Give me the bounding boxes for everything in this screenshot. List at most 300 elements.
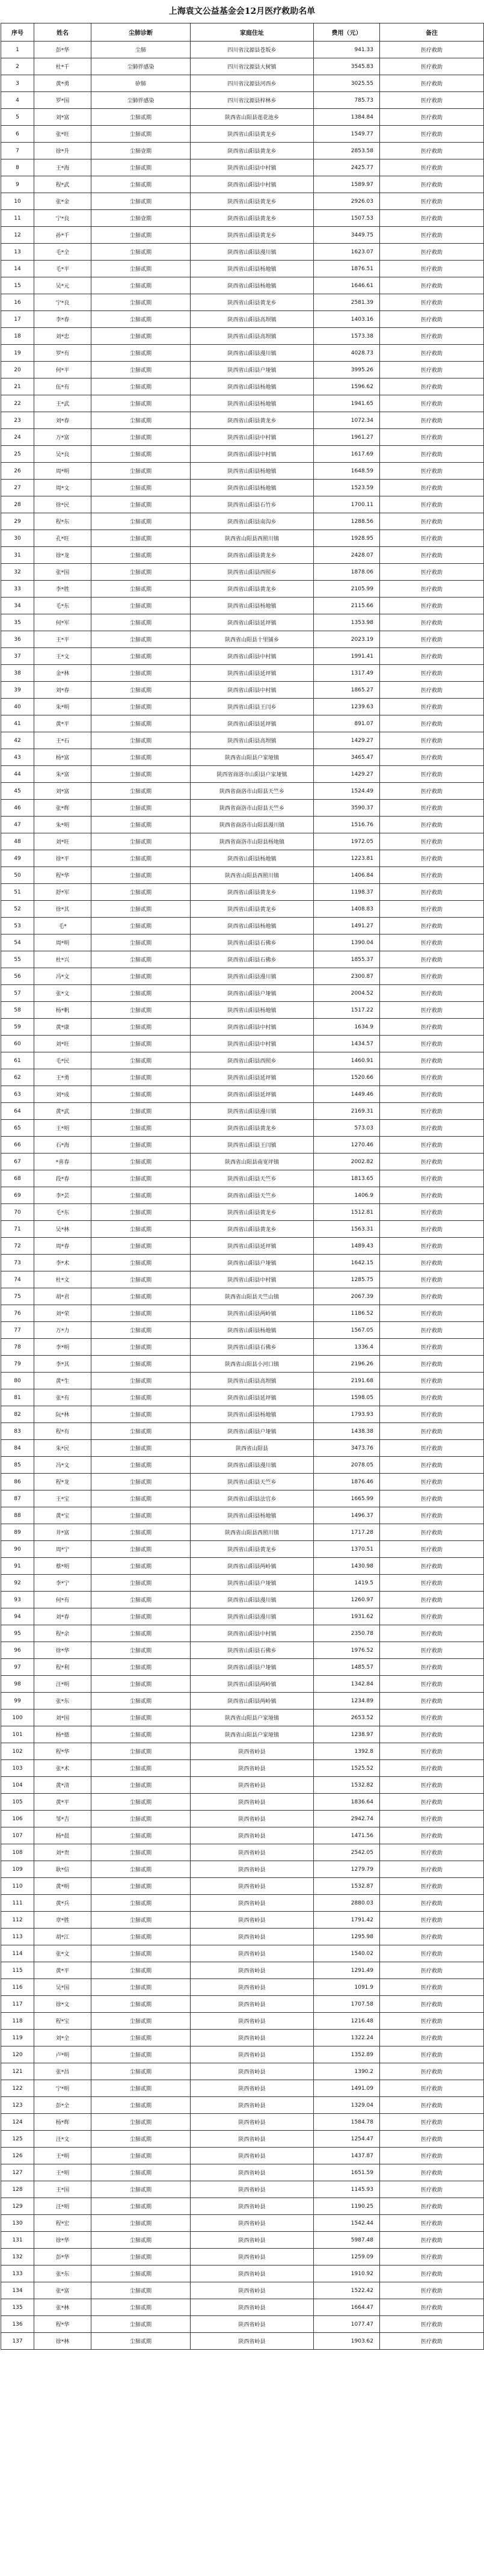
cell-diagnosis: 尘肺贰期 xyxy=(91,1929,191,1945)
cell-diagnosis: 尘肺贰期 xyxy=(91,1507,191,1524)
cell-remark: 医疗救助 xyxy=(380,1187,484,1204)
cell-remark: 医疗救助 xyxy=(380,143,484,159)
cell-name: 徐*升 xyxy=(34,143,91,159)
cell-remark: 医疗救助 xyxy=(380,1878,484,1895)
cell-name: 蔡*明 xyxy=(34,1558,91,1575)
cell-diagnosis: 尘肺贰期 xyxy=(91,1827,191,1844)
cell-name: 邹*吉 xyxy=(34,1811,91,1827)
cell-index: 64 xyxy=(1,1103,34,1120)
cell-name: 毛*东 xyxy=(34,598,91,614)
cell-address: 陕西省山阳县杨地镇 xyxy=(191,850,314,867)
cell-name: 冯*文 xyxy=(34,1457,91,1474)
cell-name: 张*东 xyxy=(34,1693,91,1710)
cell-address: 陕西省岭县 xyxy=(191,2148,314,2164)
table-row xyxy=(1,496,484,513)
cell-address: 陕西省岭县 xyxy=(191,1827,314,1844)
cell-address: 陕西省山阳县中村镇 xyxy=(191,1271,314,1288)
cell-index: 99 xyxy=(1,1693,34,1710)
cell-fee: 1234.89 xyxy=(314,1693,380,1710)
cell-diagnosis: 尘肺贰期 xyxy=(91,1221,191,1238)
cell-name: 程*余 xyxy=(34,1625,91,1642)
cell-fee: 1408.83 xyxy=(314,901,380,918)
cell-remark: 医疗救助 xyxy=(380,395,484,412)
table-row xyxy=(1,429,484,446)
cell-index: 70 xyxy=(1,1204,34,1221)
cell-remark: 医疗救助 xyxy=(380,2181,484,2198)
cell-diagnosis: 尘肺贰期 xyxy=(91,1592,191,1608)
cell-remark: 医疗救助 xyxy=(380,1861,484,1878)
cell-remark: 医疗救助 xyxy=(380,766,484,783)
table-row xyxy=(1,1676,484,1693)
table-row xyxy=(1,2046,484,2063)
table-row xyxy=(1,1002,484,1019)
cell-name: 刘*春 xyxy=(34,1608,91,1625)
cell-fee: 1598.05 xyxy=(314,1389,380,1406)
cell-diagnosis: 尘肺贰期 xyxy=(91,311,191,328)
table-row xyxy=(1,294,484,311)
table-row xyxy=(1,1592,484,1608)
cell-fee: 2300.87 xyxy=(314,968,380,985)
cell-name: 宁*良 xyxy=(34,294,91,311)
cell-fee: 1634.9 xyxy=(314,1019,380,1036)
cell-address: 陕西省岭县 xyxy=(191,1912,314,1929)
table-row xyxy=(1,1575,484,1592)
cell-fee: 1406.84 xyxy=(314,867,380,884)
cell-index: 100 xyxy=(1,1710,34,1726)
cell-address: 陕西省山阳县杨地镇 xyxy=(191,261,314,277)
table-row xyxy=(1,598,484,614)
cell-index: 41 xyxy=(1,715,34,732)
cell-remark: 医疗救助 xyxy=(380,2266,484,2282)
cell-index: 91 xyxy=(1,1558,34,1575)
cell-fee: 2105.99 xyxy=(314,581,380,598)
cell-address: 陕西省岭县 xyxy=(191,1743,314,1760)
cell-remark: 医疗救助 xyxy=(380,1642,484,1659)
cell-remark: 医疗救助 xyxy=(380,732,484,749)
cell-fee: 1813.65 xyxy=(314,1170,380,1187)
cell-address: 陕西省山阳县高坝镇 xyxy=(191,311,314,328)
cell-index: 53 xyxy=(1,918,34,934)
cell-fee: 2067.39 xyxy=(314,1288,380,1305)
cell-index: 65 xyxy=(1,1120,34,1137)
cell-remark: 医疗救助 xyxy=(380,1002,484,1019)
cell-index: 75 xyxy=(1,1288,34,1305)
table-row xyxy=(1,1945,484,1962)
cell-name: 黄*康 xyxy=(34,1019,91,1036)
cell-address: 陕西省山阳县户家垭镇 xyxy=(191,1726,314,1743)
table-row xyxy=(1,1726,484,1743)
cell-name: 周*文 xyxy=(34,480,91,496)
cell-remark: 医疗救助 xyxy=(380,92,484,109)
table-row xyxy=(1,901,484,918)
cell-fee: 1342.84 xyxy=(314,1676,380,1693)
cell-address: 陕西省山阳县石佛乡 xyxy=(191,1339,314,1356)
cell-name: 程*华 xyxy=(34,2316,91,2333)
table-row xyxy=(1,1288,484,1305)
cell-remark: 医疗救助 xyxy=(380,564,484,581)
cell-fee: 1145.93 xyxy=(314,2181,380,2198)
cell-fee: 1532.82 xyxy=(314,1777,380,1794)
cell-diagnosis: 尘肺贰期 xyxy=(91,2232,191,2249)
cell-index: 123 xyxy=(1,2097,34,2114)
cell-name: 徐*民 xyxy=(34,496,91,513)
cell-remark: 医疗救助 xyxy=(380,2046,484,2063)
cell-address: 陕西省山阳县黄龙乡 xyxy=(191,1221,314,1238)
cell-index: 66 xyxy=(1,1137,34,1154)
cell-remark: 医疗救助 xyxy=(380,496,484,513)
cell-address: 陕西省岭县 xyxy=(191,2030,314,2046)
cell-name: 王*勇 xyxy=(34,1069,91,1086)
cell-remark: 医疗救助 xyxy=(380,1558,484,1575)
table-row xyxy=(1,1827,484,1844)
cell-fee: 1707.58 xyxy=(314,1996,380,2013)
cell-name: 李*芸 xyxy=(34,1187,91,1204)
cell-diagnosis: 尘肺贰期 xyxy=(91,1440,191,1457)
table-row xyxy=(1,1373,484,1389)
cell-address: 陕西省山阳县黄龙乡 xyxy=(191,210,314,227)
cell-fee: 1876.51 xyxy=(314,261,380,277)
cell-name: 徐*华 xyxy=(34,1642,91,1659)
cell-diagnosis: 尘肺贰期 xyxy=(91,2097,191,2114)
aid-list-table xyxy=(1,23,484,2350)
cell-index: 20 xyxy=(1,362,34,378)
cell-address: 陕西省岭县 xyxy=(191,1996,314,2013)
cell-fee: 1491.09 xyxy=(314,2080,380,2097)
cell-index: 5 xyxy=(1,109,34,126)
cell-fee: 1651.59 xyxy=(314,2164,380,2181)
cell-name: 朱*富 xyxy=(34,766,91,783)
cell-address: 陕西省山阳县莲花池乡 xyxy=(191,109,314,126)
cell-name: 杨*晨 xyxy=(34,1827,91,1844)
cell-name: 井*富 xyxy=(34,1524,91,1541)
cell-fee: 1437.87 xyxy=(314,2148,380,2164)
cell-diagnosis: 尘肺贰期 xyxy=(91,2299,191,2316)
cell-diagnosis: 尘肺贰期 xyxy=(91,968,191,985)
table-row xyxy=(1,2215,484,2232)
cell-diagnosis: 尘肺贰期 xyxy=(91,901,191,918)
cell-index: 105 xyxy=(1,1794,34,1811)
table-row xyxy=(1,2013,484,2030)
header-fee: 费用（元） xyxy=(314,23,380,42)
cell-index: 107 xyxy=(1,1827,34,1844)
cell-diagnosis: 尘肺贰期 xyxy=(91,294,191,311)
table-row xyxy=(1,884,484,901)
cell-address: 陕西省山阳县中村镇 xyxy=(191,1036,314,1052)
table-row xyxy=(1,715,484,732)
cell-fee: 1991.41 xyxy=(314,648,380,665)
cell-address: 陕西省山阳县两岭镇 xyxy=(191,1558,314,1575)
cell-remark: 医疗救助 xyxy=(380,2282,484,2299)
cell-fee: 1563.31 xyxy=(314,1221,380,1238)
cell-name: 黄*明 xyxy=(34,1878,91,1895)
cell-name: 王*海 xyxy=(34,159,91,176)
table-row xyxy=(1,699,484,715)
cell-fee: 2653.52 xyxy=(314,1710,380,1726)
cell-fee: 1646.61 xyxy=(314,277,380,294)
cell-index: 131 xyxy=(1,2232,34,2249)
table-row xyxy=(1,2266,484,2282)
cell-index: 35 xyxy=(1,614,34,631)
table-row xyxy=(1,2232,484,2249)
cell-diagnosis: 尘肺 xyxy=(91,42,191,58)
cell-address: 四川省汶源县苍坂乡 xyxy=(191,42,314,58)
cell-address: 四川省汶源县大树镇 xyxy=(191,58,314,75)
cell-fee: 1941.65 xyxy=(314,395,380,412)
cell-address: 陕西省山阳县中村镇 xyxy=(191,1625,314,1642)
table-row xyxy=(1,614,484,631)
cell-remark: 医疗救助 xyxy=(380,1019,484,1036)
cell-fee: 1186.52 xyxy=(314,1305,380,1322)
cell-diagnosis: 尘肺贰期 xyxy=(91,631,191,648)
cell-address: 陕西省山阳县黄龙乡 xyxy=(191,143,314,159)
table-row xyxy=(1,2080,484,2097)
cell-address: 陕西省岭县 xyxy=(191,1929,314,1945)
cell-fee: 1216.48 xyxy=(314,2013,380,2030)
cell-diagnosis: 尘肺贰期 xyxy=(91,766,191,783)
cell-diagnosis: 尘肺壹期 xyxy=(91,143,191,159)
cell-index: 48 xyxy=(1,833,34,850)
cell-index: 38 xyxy=(1,665,34,682)
table-row xyxy=(1,227,484,244)
cell-diagnosis: 尘肺贰期 xyxy=(91,732,191,749)
cell-name: 王*明 xyxy=(34,2148,91,2164)
cell-address: 陕西省山阳县石佛乡 xyxy=(191,1642,314,1659)
cell-diagnosis: 尘肺贰期 xyxy=(91,1962,191,1979)
cell-fee: 2853.58 xyxy=(314,143,380,159)
cell-fee: 1791.42 xyxy=(314,1912,380,1929)
table-row xyxy=(1,126,484,143)
cell-address: 陕西省山阳县黄龙乡 xyxy=(191,1120,314,1137)
cell-remark: 医疗救助 xyxy=(380,1929,484,1945)
cell-remark: 医疗救助 xyxy=(380,42,484,58)
cell-index: 102 xyxy=(1,1743,34,1760)
cell-address: 陕西省山阳县中村镇 xyxy=(191,682,314,699)
cell-fee: 2942.74 xyxy=(314,1811,380,1827)
cell-index: 7 xyxy=(1,143,34,159)
cell-address: 四川省汶源县梓林乡 xyxy=(191,92,314,109)
cell-diagnosis: 尘肺伴感染 xyxy=(91,92,191,109)
table-row xyxy=(1,2063,484,2080)
cell-name: 何*军 xyxy=(34,614,91,631)
table-row xyxy=(1,1541,484,1558)
cell-remark: 医疗救助 xyxy=(380,783,484,800)
cell-address: 陕西省山阳县 xyxy=(191,1440,314,1457)
cell-fee: 1489.43 xyxy=(314,1238,380,1255)
table-row xyxy=(1,463,484,480)
cell-remark: 医疗救助 xyxy=(380,463,484,480)
cell-remark: 医疗救助 xyxy=(380,261,484,277)
cell-diagnosis: 尘肺贰期 xyxy=(91,1558,191,1575)
cell-diagnosis: 尘肺贰期 xyxy=(91,1878,191,1895)
cell-diagnosis: 尘肺贰期 xyxy=(91,277,191,294)
cell-remark: 医疗救助 xyxy=(380,1608,484,1625)
cell-diagnosis: 尘肺贰期 xyxy=(91,1575,191,1592)
cell-fee: 1406.9 xyxy=(314,1187,380,1204)
table-row xyxy=(1,530,484,547)
cell-diagnosis: 尘肺贰期 xyxy=(91,1170,191,1187)
table-row xyxy=(1,1036,484,1052)
table-row xyxy=(1,682,484,699)
cell-fee: 1392.8 xyxy=(314,1743,380,1760)
cell-name: 杨*富 xyxy=(34,749,91,766)
cell-name: 胡*江 xyxy=(34,1929,91,1945)
cell-remark: 医疗救助 xyxy=(380,648,484,665)
cell-index: 50 xyxy=(1,867,34,884)
cell-address: 陕西省山阳县杨地镇 xyxy=(191,395,314,412)
cell-index: 4 xyxy=(1,92,34,109)
cell-diagnosis: 尘肺贰期 xyxy=(91,378,191,395)
cell-fee: 1532.87 xyxy=(314,1878,380,1895)
cell-address: 陕西省山阳县延坪镇 xyxy=(191,1086,314,1103)
cell-name: 黄*平 xyxy=(34,1962,91,1979)
cell-address: 陕西省山阳县延坪镇 xyxy=(191,1389,314,1406)
cell-diagnosis: 尘肺贰期 xyxy=(91,884,191,901)
table-row xyxy=(1,800,484,817)
cell-diagnosis: 尘肺贰期 xyxy=(91,1271,191,1288)
cell-diagnosis: 尘肺贰期 xyxy=(91,2063,191,2080)
cell-name: 周*宁 xyxy=(34,1541,91,1558)
table-row xyxy=(1,1457,484,1474)
cell-address: 陕西省岭县 xyxy=(191,2198,314,2215)
cell-fee: 1223.81 xyxy=(314,850,380,867)
table-header-row xyxy=(1,23,484,42)
cell-diagnosis: 尘肺贰期 xyxy=(91,614,191,631)
cell-name: 徐*文 xyxy=(34,1996,91,2013)
cell-name: 黄*兵 xyxy=(34,1895,91,1912)
cell-fee: 1865.27 xyxy=(314,682,380,699)
cell-diagnosis: 尘肺贰期 xyxy=(91,2333,191,2350)
cell-index: 95 xyxy=(1,1625,34,1642)
cell-diagnosis: 尘肺贰期 xyxy=(91,1305,191,1322)
cell-index: 56 xyxy=(1,968,34,985)
cell-index: 57 xyxy=(1,985,34,1002)
cell-diagnosis: 尘肺贰期 xyxy=(91,2164,191,2181)
cell-address: 陕西省山阳县西照乡 xyxy=(191,1052,314,1069)
cell-remark: 医疗救助 xyxy=(380,412,484,429)
cell-fee: 3025.55 xyxy=(314,75,380,92)
cell-index: 96 xyxy=(1,1642,34,1659)
cell-diagnosis: 尘肺贰期 xyxy=(91,1760,191,1777)
cell-address: 陕西省岭县 xyxy=(191,2181,314,2198)
cell-index: 69 xyxy=(1,1187,34,1204)
cell-diagnosis: 尘肺贰期 xyxy=(91,429,191,446)
cell-remark: 医疗救助 xyxy=(380,1507,484,1524)
cell-address: 陕西省山阳县户垭镇 xyxy=(191,1659,314,1676)
cell-remark: 医疗救助 xyxy=(380,2164,484,2181)
cell-index: 106 xyxy=(1,1811,34,1827)
cell-index: 122 xyxy=(1,2080,34,2097)
cell-index: 103 xyxy=(1,1760,34,1777)
cell-remark: 医疗救助 xyxy=(380,2013,484,2030)
cell-name: 彭*华 xyxy=(34,42,91,58)
cell-diagnosis: 尘肺贰期 xyxy=(91,193,191,210)
cell-address: 陕西省山阳县小河口镇 xyxy=(191,1356,314,1373)
cell-remark: 医疗救助 xyxy=(380,800,484,817)
cell-diagnosis: 尘肺贰期 xyxy=(91,951,191,968)
cell-name: 吴*元 xyxy=(34,277,91,294)
cell-diagnosis: 尘肺贰期 xyxy=(91,1373,191,1389)
cell-index: 46 xyxy=(1,800,34,817)
cell-index: 120 xyxy=(1,2046,34,2063)
cell-address: 陕西省山阳县户垭镇 xyxy=(191,362,314,378)
cell-index: 127 xyxy=(1,2164,34,2181)
cell-address: 陕西省山阳县漫川镇 xyxy=(191,968,314,985)
cell-name: 张*术 xyxy=(34,1760,91,1777)
table-row xyxy=(1,2333,484,2350)
cell-remark: 医疗救助 xyxy=(380,2232,484,2249)
cell-diagnosis: 尘肺贰期 xyxy=(91,1120,191,1137)
cell-name: 程*有 xyxy=(34,1423,91,1440)
cell-address: 陕西省山阳县石竹乡 xyxy=(191,496,314,513)
cell-remark: 医疗救助 xyxy=(380,328,484,345)
cell-diagnosis: 尘肺贰期 xyxy=(91,2198,191,2215)
cell-diagnosis: 尘肺贰期 xyxy=(91,126,191,143)
table-row xyxy=(1,362,484,378)
table-row xyxy=(1,446,484,463)
cell-address: 陕西省山阳县延坪镇 xyxy=(191,665,314,682)
cell-address: 陕西省岭县 xyxy=(191,2097,314,2114)
cell-name: 张*东 xyxy=(34,2266,91,2282)
cell-name: 汪*文 xyxy=(34,2131,91,2148)
cell-address: 陕西省岭县 xyxy=(191,1962,314,1979)
cell-fee: 1429.27 xyxy=(314,766,380,783)
cell-index: 16 xyxy=(1,294,34,311)
cell-fee: 3473.76 xyxy=(314,1440,380,1457)
cell-remark: 医疗救助 xyxy=(380,1659,484,1676)
cell-index: 25 xyxy=(1,446,34,463)
table-row xyxy=(1,513,484,530)
cell-address: 陕西省山阳县户家垭镇 xyxy=(191,749,314,766)
table-row xyxy=(1,1895,484,1912)
cell-index: 73 xyxy=(1,1255,34,1271)
cell-index: 83 xyxy=(1,1423,34,1440)
header-index: 序号 xyxy=(1,23,34,42)
cell-address: 陕西省山阳县法官乡 xyxy=(191,1490,314,1507)
cell-address: 陕西省山阳县延坪镇 xyxy=(191,715,314,732)
cell-address: 陕西省山阳县王闫乡 xyxy=(191,699,314,715)
cell-address: 陕西省山阳县南宽坪镇 xyxy=(191,1154,314,1170)
table-row xyxy=(1,176,484,193)
cell-name: 徐*平 xyxy=(34,850,91,867)
cell-address: 陕西省岭县 xyxy=(191,1760,314,1777)
table-row xyxy=(1,328,484,345)
cell-index: 44 xyxy=(1,766,34,783)
cell-index: 101 xyxy=(1,1726,34,1743)
cell-address: 陕西省山阳县杨地镇 xyxy=(191,1507,314,1524)
cell-fee: 1091.9 xyxy=(314,1979,380,1996)
cell-remark: 医疗救助 xyxy=(380,598,484,614)
cell-name: *喜春 xyxy=(34,1154,91,1170)
cell-diagnosis: 尘肺贰期 xyxy=(91,1895,191,1912)
table-row xyxy=(1,732,484,749)
cell-name: 王*平 xyxy=(34,631,91,648)
cell-address: 陕西省山阳县杨地镇 xyxy=(191,1406,314,1423)
cell-diagnosis: 尘肺贰期 xyxy=(91,1086,191,1103)
cell-fee: 1972.05 xyxy=(314,833,380,850)
table-row xyxy=(1,193,484,210)
cell-name: 程*宏 xyxy=(34,2215,91,2232)
cell-address: 陕西省山阳县杨地镇 xyxy=(191,918,314,934)
cell-address: 陕西省岭县 xyxy=(191,2316,314,2333)
cell-diagnosis: 尘肺贰期 xyxy=(91,2249,191,2266)
cell-address: 陕西省山阳县黄龙乡 xyxy=(191,126,314,143)
cell-index: 110 xyxy=(1,1878,34,1895)
cell-fee: 1931.62 xyxy=(314,1608,380,1625)
cell-diagnosis: 尘肺贰期 xyxy=(91,2148,191,2164)
cell-remark: 医疗救助 xyxy=(380,1895,484,1912)
cell-index: 76 xyxy=(1,1305,34,1322)
cell-diagnosis: 尘肺贰期 xyxy=(91,1710,191,1726)
